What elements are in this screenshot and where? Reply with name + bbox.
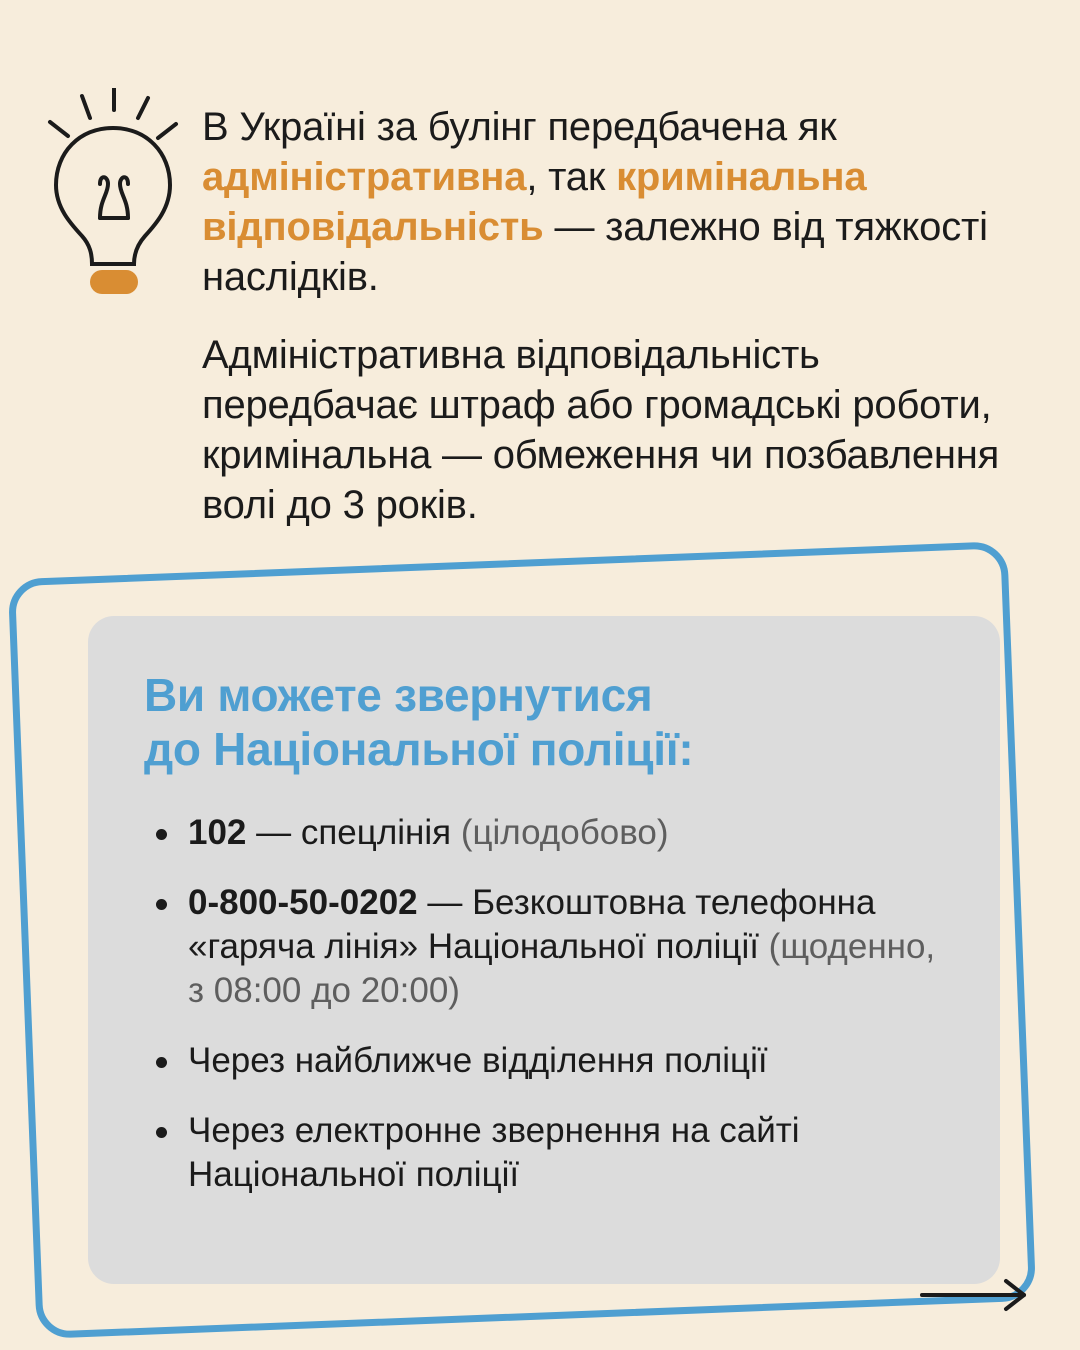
intro-p1-part3: — залежно від тяжкості наслідків. xyxy=(202,205,988,299)
list-item xyxy=(144,1039,944,1083)
contact-list xyxy=(144,811,944,1198)
card-title-line-1: Ви можете звернутися xyxy=(144,669,653,721)
lightbulb-icon xyxy=(38,88,188,308)
intro-p1-part1: В Україні за булінг передбачена як xyxy=(202,105,837,149)
intro-text xyxy=(202,102,1002,530)
intro-p1-highlight-administrative: адміністративна xyxy=(202,155,527,199)
intro-p1-part2: , так xyxy=(526,155,617,199)
list-item-text: Через електронне звернення на сайті Національної поліції xyxy=(188,1111,800,1195)
list-item xyxy=(144,1109,944,1197)
intro-paragraph-2: Адміністративна відповідальність передбачає штраф або громадські роботи, кримінальна — обмеження чи позбавлення волі до 3 років. xyxy=(202,333,1000,527)
list-item-note: (цілодобово) xyxy=(460,812,669,852)
list-item-text: — Безкоштовна телефонна «гаряча лінія» Національної поліції xyxy=(188,882,876,966)
arrow-right-icon[interactable] xyxy=(920,1278,1032,1312)
list-item-text: — спецлінія xyxy=(246,812,461,852)
list-item-text: Через найближче відділення поліції xyxy=(188,1040,768,1080)
list-item xyxy=(144,881,944,1013)
intro-paragraph-1 xyxy=(202,102,1002,302)
list-item-note: (щоденно, з 08:00 до 20:00) xyxy=(188,926,936,1010)
list-item xyxy=(144,811,944,855)
intro-p1-highlight-criminal: кримінальна відповідальність xyxy=(202,155,867,249)
card-title xyxy=(144,668,944,777)
list-item-strong: 102 xyxy=(188,812,247,852)
card-title-line-2: до Національної поліції: xyxy=(144,723,694,776)
intro-section xyxy=(0,88,1080,527)
contact-card xyxy=(88,616,1000,1284)
list-item-strong: 0-800-50-0202 xyxy=(188,882,418,922)
